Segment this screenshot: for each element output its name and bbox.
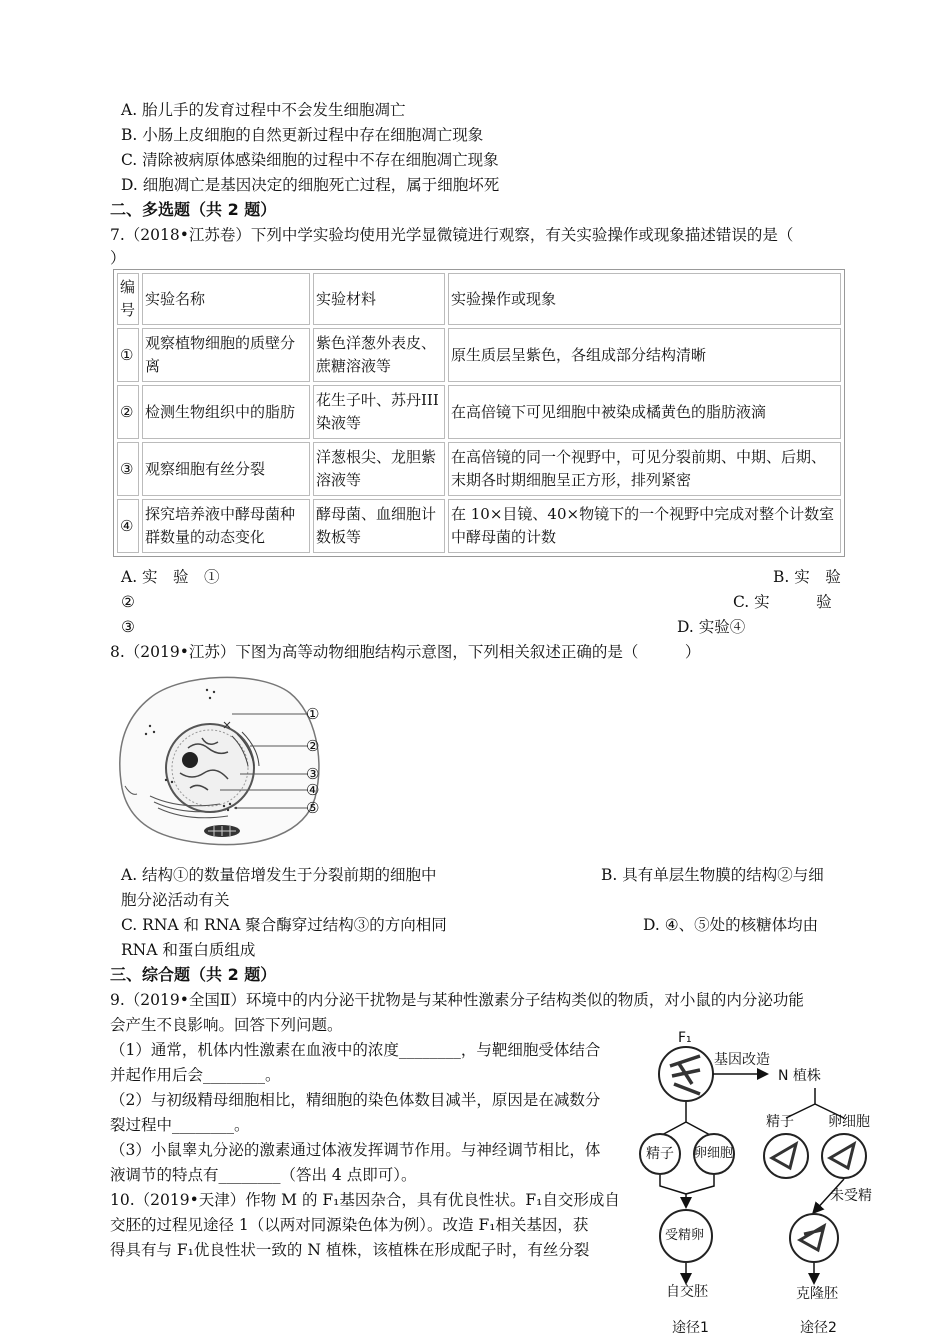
row-material: 紫色洋葱外表皮、蔗糖溶液等 [313, 328, 445, 382]
label-2: ② [306, 737, 320, 755]
q8-option-b: B. 具有单层生物膜的结构②与细 [601, 866, 824, 884]
row-material: 酵母菌、血细胞计数板等 [313, 499, 445, 553]
q9-line6: 裂过程中________。 [110, 1116, 250, 1134]
header-no: 编号 [117, 273, 139, 325]
section3-title: 三、综合题（共 2 题） [110, 965, 277, 984]
q7-stem-end: ） [110, 249, 126, 267]
row-result: 原生质层呈紫色，各组成部分结构清晰 [448, 328, 841, 382]
label-n-plant: N 植株 [778, 1068, 821, 1084]
table-row [117, 442, 841, 496]
table-header-row [117, 273, 841, 325]
label-self-embryo: 自交胚 [666, 1284, 708, 1300]
q7-option-a: A. 实 验 ① [121, 568, 220, 586]
reproduction-pathway-diagram [630, 1026, 890, 1342]
label-5: ⑤ [306, 799, 320, 817]
q6-option-b: B. 小肠上皮细胞的自然更新过程中存在细胞凋亡现象 [121, 126, 484, 144]
q7-option-c-cont: ③ [121, 618, 135, 636]
q10-line2: 交胚的过程见途径 1（以两对同源染色体为例）。改造 F₁相关基因，获 [110, 1216, 589, 1234]
label-sperm-left: 精子 [646, 1146, 674, 1162]
label-path2: 途径2 [800, 1320, 837, 1336]
q7-stem: 7.（2018•江苏卷）下列中学实验均使用光学显微镜进行观察，有关实验操作或现象描述错误的是（ [110, 226, 794, 244]
label-f1: F₁ [678, 1030, 692, 1046]
q8-option-c: C. RNA 和 RNA 聚合酶穿过结构③的方向相同 [121, 916, 447, 934]
row-no: ② [117, 385, 139, 439]
q9-line4: 并起作用后会________。 [110, 1066, 281, 1084]
label-clone-embryo: 克隆胚 [796, 1286, 838, 1302]
q8-option-d-cont: RNA 和蛋白质组成 [121, 941, 256, 959]
section2-title: 二、多选题（共 2 题） [110, 200, 277, 219]
label-zygote: 受精卵 [665, 1228, 705, 1243]
q7-option-b-cont: ② [121, 593, 135, 611]
header-material: 实验材料 [313, 273, 445, 325]
q9-line7: （3）小鼠睾丸分泌的激素通过体液发挥调节作用。与神经调节相比，体 [110, 1141, 601, 1159]
q10-line1: 10.（2019•天津）作物 M 的 F₁基因杂合，具有优良性状。F₁自交形成自 [110, 1191, 620, 1209]
label-sperm-right: 精子 [766, 1114, 794, 1130]
label-egg-right: 卵细胞 [828, 1114, 870, 1130]
table-row [117, 328, 841, 382]
q9-line8: 液调节的特点有________（答出 4 点即可）。 [110, 1166, 417, 1184]
q8-option-b-cont: 胞分泌活动有关 [121, 891, 230, 909]
label-egg-left: 卵细胞 [694, 1146, 734, 1161]
row-result: 在高倍镜的同一个视野中，可见分裂前期、中期、后期、末期各时期细胞呈正方形，排列紧密 [448, 442, 841, 496]
label-3: ③ [306, 765, 320, 783]
label-unfertilized: 未受精 [830, 1188, 872, 1204]
q9-line5: （2）与初级精母细胞相比，精细胞的染色体数目减半，原因是在减数分 [110, 1091, 601, 1109]
q8-option-a: A. 结构①的数量倍增发生于分裂前期的细胞中 [121, 866, 437, 884]
q9-line2: 会产生不良影响。回答下列问题。 [110, 1016, 343, 1034]
header-result: 实验操作或现象 [448, 273, 841, 325]
q6-option-d: D. 细胞凋亡是基因决定的细胞死亡过程，属于细胞坏死 [121, 176, 500, 194]
q6-option-a: A. 胎儿手的发育过程中不会发生细胞凋亡 [121, 101, 406, 119]
row-material: 洋葱根尖、龙胆紫溶液等 [313, 442, 445, 496]
q9-line1: 9.（2019•全国Ⅱ）环境中的内分泌干扰物是与某种性激素分子结构类似的物质，对小鼠的内分泌功能 [110, 991, 804, 1009]
q7-option-d: D. 实验④ [677, 618, 746, 636]
q6-option-c: C. 清除被病原体感染细胞的过程中不存在细胞凋亡现象 [121, 151, 499, 169]
animal-cell-diagram [110, 668, 340, 853]
q8-stem: 8.（2019•江苏）下图为高等动物细胞结构示意图，下列相关叙述正确的是（ ） [110, 643, 701, 661]
q8-option-d: D. ④、⑤处的核糖体均由 [643, 916, 819, 934]
row-name: 观察植物细胞的质壁分离 [142, 328, 310, 382]
label-path1: 途径1 [672, 1320, 709, 1336]
label-1: ① [306, 705, 320, 723]
row-name: 检测生物组织中的脂肪 [142, 385, 310, 439]
row-result: 在 10×目镜、40×物镜下的一个视野中完成对整个计数室中酵母菌的计数 [448, 499, 841, 553]
label-gene-mod: 基因改造 [714, 1052, 770, 1068]
row-no: ④ [117, 499, 139, 553]
q7-option-b: B. 实 验 [773, 568, 841, 586]
q9-line3: （1）通常，机体内性激素在血液中的浓度________，与靶细胞受体结合 [110, 1041, 601, 1059]
header-name: 实验名称 [142, 273, 310, 325]
row-no: ③ [117, 442, 139, 496]
row-name: 观察细胞有丝分裂 [142, 442, 310, 496]
q7-option-c: C. 实 验 [733, 593, 832, 611]
row-material: 花生子叶、苏丹III染液等 [313, 385, 445, 439]
table-row [117, 385, 841, 439]
cell-structure-illustration [110, 668, 340, 853]
row-name: 探究培养液中酵母菌种群数量的动态变化 [142, 499, 310, 553]
label-4: ④ [306, 781, 320, 799]
row-no: ① [117, 328, 139, 382]
table-row [117, 499, 841, 553]
row-result: 在高倍镜下可见细胞中被染成橘黄色的脂肪液滴 [448, 385, 841, 439]
q7-experiment-table [113, 269, 845, 557]
q10-line3: 得具有与 F₁优良性状一致的 N 植株，该植株在形成配子时，有丝分裂 [110, 1241, 590, 1259]
